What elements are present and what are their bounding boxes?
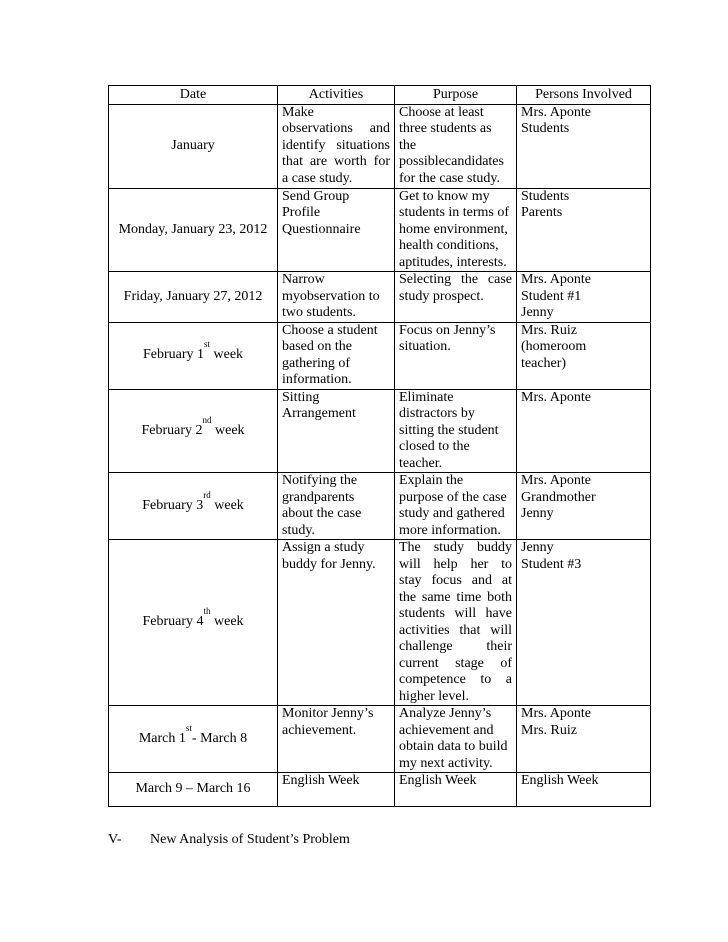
cell-persons [517,188,651,272]
purpose-line: students in terms of [399,205,510,220]
purpose-line: Choose at least [399,104,484,120]
date-text: January [171,137,215,153]
cell-persons [517,322,651,389]
cell-persons [517,773,651,807]
section-heading [108,832,350,848]
activities-line: Arrangement [282,406,356,421]
activities-line: about the case [282,506,362,521]
cell-activities [278,706,395,773]
cell-activities [278,272,395,323]
persons-line: Mrs. Ruiz [521,322,577,338]
cell-purpose [395,773,517,807]
persons-line: English Week [521,773,599,788]
date-text: February 4 [142,614,204,630]
cell-date [109,706,278,773]
cell-purpose [395,272,517,323]
purpose-line: current stage of [399,655,512,671]
purpose-line: Focus on Jenny’s [399,322,496,338]
purpose-line: obtain data to build [399,739,508,754]
cell-purpose [395,540,517,706]
table-header-row [109,86,651,105]
activities-line: Choose a student [282,322,378,338]
date-ordinal-suffix: th [203,606,211,617]
cell-date [109,773,278,807]
persons-line: Grandmother [521,489,596,505]
table-row [109,473,651,540]
cell-date [109,322,278,389]
purpose-line: Analyze Jenny’s [399,706,492,721]
purpose-line: Explain the [399,473,464,488]
purpose-line: English Week [399,773,477,788]
activities-line: Notifying the [282,473,358,488]
activities-line: Make [282,104,314,120]
persons-line: Jenny [521,540,554,555]
date-text: February 2 [141,422,203,438]
cell-activities [278,389,395,473]
persons-line: Jenny [521,506,554,521]
cell-purpose [395,322,517,389]
cell-purpose [395,188,517,272]
activities-line: observations and [282,121,390,136]
header-persons-involved: Persons Involved [517,86,651,105]
activities-line: Narrow [282,272,325,287]
purpose-line: study prospect. [399,288,484,304]
cell-purpose [395,473,517,540]
date-text-tail: week [210,497,244,513]
cell-persons [517,272,651,323]
date-text: March 1 [138,730,186,746]
cell-persons [517,540,651,706]
cell-date [109,473,278,540]
activities-line: Sitting [282,389,320,405]
activities-line: Profile [282,205,321,220]
purpose-line: competence to a [399,672,512,687]
purpose-line: closed to the [399,439,470,454]
purpose-line: achievement and [399,722,494,738]
section-title: New Analysis of Student’s Problem [150,832,350,847]
activities-line: myobservation to [282,288,380,304]
purpose-line: aptitudes, interests. [399,254,507,270]
header-purpose: Purpose [395,86,517,105]
date-text-tail: week [210,614,244,630]
cell-activities [278,322,395,389]
persons-line: Mrs. Aponte [521,706,591,721]
persons-line: Students [521,188,570,204]
persons-line: Student #3 [521,556,582,572]
activities-line: that are worth for [282,154,390,169]
purpose-line: my next activity. [399,755,493,771]
date-text: Monday, January 23, 2012 [118,221,268,237]
purpose-line: possiblecandidates [399,154,504,169]
purpose-line: study and gathered [399,506,505,521]
purpose-line: for the case study. [399,170,500,186]
activities-line: Questionnaire [282,221,361,237]
cell-persons [517,389,651,473]
section-number: V- [108,832,122,847]
cell-date [109,540,278,706]
activities-line: study. [282,522,315,538]
cell-date [109,389,278,473]
purpose-line: Selecting the case [399,272,512,287]
cell-date [109,188,278,272]
persons-line: Parents [521,205,563,220]
activities-line: Monitor Jenny’s [282,706,374,721]
activities-line: gathering of [282,355,351,371]
persons-line: Students [521,121,570,136]
activities-line: information. [282,372,352,387]
activities-line: Assign a study [282,540,365,555]
date-ordinal-suffix: st [203,339,210,350]
purpose-line: situation. [399,339,451,354]
purpose-line: three students as [399,121,492,136]
activities-line: Send Group [282,188,350,204]
cell-persons [517,104,651,188]
purpose-line: challenge their [399,639,512,654]
table-row [109,540,651,706]
cell-date [109,104,278,188]
cell-activities [278,773,395,807]
cell-activities [278,473,395,540]
persons-line: Student #1 [521,288,582,304]
date-text-tail: week [211,422,245,438]
purpose-line: Get to know my [399,188,490,204]
header-activities: Activities [278,86,395,105]
activities-line: two students. [282,305,356,320]
cell-activities [278,104,395,188]
purpose-line: higher level. [399,688,469,704]
activities-line: identify situations [282,137,390,153]
table-row [109,706,651,773]
table-row [109,389,651,473]
cell-purpose [395,104,517,188]
purpose-line: distractors by [399,406,475,421]
activities-line: grandparents [282,489,355,505]
cell-date [109,272,278,323]
cell-purpose [395,706,517,773]
table-row [109,188,651,272]
date-ordinal-suffix: nd [202,414,212,425]
purpose-line: stay focus and at [399,573,512,588]
activities-line: a case study. [282,170,353,186]
date-text: February 1 [142,347,204,363]
persons-line: Jenny [521,305,554,320]
table-row [109,773,651,807]
cell-persons [517,473,651,540]
persons-line: Mrs. Aponte [521,104,591,120]
purpose-line: purpose of the case [399,489,507,505]
purpose-line: activities that will [399,622,512,638]
purpose-line: the same time both [399,589,512,605]
cell-purpose [395,389,517,473]
schedule-table [108,85,651,807]
activities-line: achievement. [282,722,357,738]
purpose-line: home environment, [399,221,508,237]
persons-line: Mrs. Aponte [521,473,591,488]
purpose-line: students will have [399,606,512,621]
date-ordinal-suffix: st [185,722,192,733]
purpose-line: health conditions, [399,238,499,253]
purpose-line: will help her to [399,556,512,572]
date-ordinal-suffix: rd [203,489,211,500]
purpose-line: The study buddy [399,540,512,555]
date-text: Friday, January 27, 2012 [123,288,263,304]
persons-line: (homeroom [521,339,587,354]
purpose-line: more information. [399,522,501,538]
date-text: March 9 – March 16 [135,781,251,797]
activities-line: buddy for Jenny. [282,556,376,572]
persons-line: Mrs. Ruiz [521,722,577,738]
table-row [109,272,651,323]
purpose-line: teacher. [399,455,443,471]
persons-line: Mrs. Aponte [521,389,591,405]
date-text-tail: week [210,347,244,363]
table-row [109,322,651,389]
date-text-tail: - March 8 [191,730,248,746]
table-row [109,104,651,188]
cell-persons [517,706,651,773]
cell-activities [278,188,395,272]
persons-line: teacher) [521,355,567,371]
cell-activities [278,540,395,706]
header-date: Date [109,86,278,105]
purpose-line: the [399,137,417,153]
persons-line: Mrs. Aponte [521,272,591,287]
purpose-line: Eliminate [399,389,454,405]
date-text: February 3 [142,497,204,513]
activities-line: English Week [282,773,360,788]
purpose-line: sitting the student [399,422,499,438]
activities-line: based on the [282,339,352,354]
